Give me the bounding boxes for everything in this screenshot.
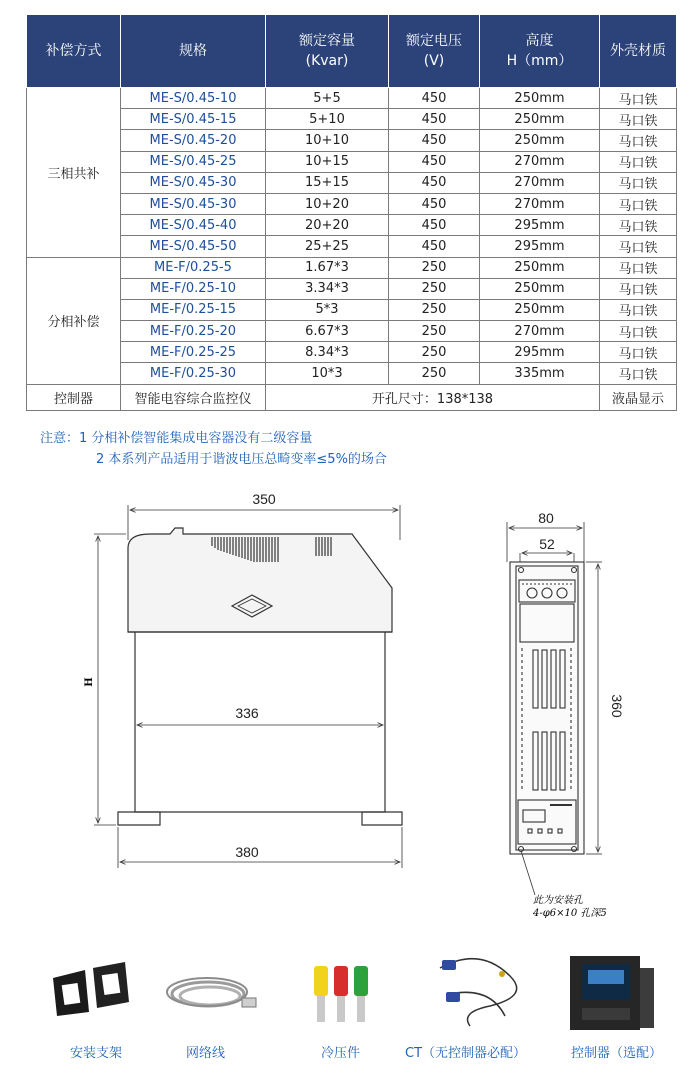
header-cell: 额定电压 (V): [389, 15, 480, 88]
capacity-cell: 25+25: [266, 236, 389, 257]
table-header-row: [27, 15, 677, 88]
table-body: [27, 88, 677, 411]
height-cell: 250mm: [480, 299, 600, 320]
height-cell: 250mm: [480, 88, 600, 109]
front-view: [94, 505, 402, 868]
model-cell: ME-S/0.45-40: [121, 215, 266, 236]
spec-table: [26, 14, 677, 411]
shell-cell: 马口铁: [600, 299, 677, 320]
controller-display-cell: 液晶显示: [600, 384, 677, 410]
capacity-cell: 15+15: [266, 172, 389, 193]
height-cell: 250mm: [480, 257, 600, 278]
voltage-cell: 450: [389, 215, 480, 236]
shell-cell: 马口铁: [600, 321, 677, 342]
dim-80: 80: [538, 510, 554, 526]
voltage-cell: 450: [389, 88, 480, 109]
controller-row: [27, 384, 677, 410]
shell-cell: 马口铁: [600, 363, 677, 384]
capacity-cell: 5+5: [266, 88, 389, 109]
capacity-cell: 10*3: [266, 363, 389, 384]
model-cell: ME-F/0.25-25: [121, 342, 266, 363]
height-cell: 250mm: [480, 278, 600, 299]
voltage-cell: 250: [389, 321, 480, 342]
capacity-cell: 5*3: [266, 299, 389, 320]
table-row: [27, 130, 677, 151]
voltage-cell: 450: [389, 236, 480, 257]
shell-cell: 马口铁: [600, 151, 677, 172]
shell-cell: 马口铁: [600, 278, 677, 299]
voltage-cell: 450: [389, 193, 480, 214]
accessory-label-ct: CT（无控制器必配）: [405, 1046, 527, 1061]
accessory-label-bracket: 安装支架: [70, 1046, 123, 1061]
table-row: [27, 278, 677, 299]
shell-cell: 马口铁: [600, 257, 677, 278]
table-row: [27, 342, 677, 363]
height-cell: 295mm: [480, 236, 600, 257]
table-row: [27, 215, 677, 236]
model-cell: ME-S/0.45-15: [121, 109, 266, 130]
capacity-cell: 10+20: [266, 193, 389, 214]
header-cell: 外壳材质: [600, 15, 677, 88]
model-cell: ME-F/0.25-10: [121, 278, 266, 299]
side-view: [507, 522, 602, 895]
note-line-1: 注意：1 分相补偿智能集成电容器没有二级容量: [40, 431, 313, 446]
shell-cell: 马口铁: [600, 109, 677, 130]
capacity-cell: 20+20: [266, 215, 389, 236]
controller-label-cell: 控制器: [27, 384, 121, 410]
height-cell: 270mm: [480, 151, 600, 172]
model-cell: ME-S/0.45-30: [121, 193, 266, 214]
mount-note-1: 此为安装孔: [533, 895, 583, 906]
table-row: [27, 363, 677, 384]
voltage-cell: 250: [389, 278, 480, 299]
shell-cell: 马口铁: [600, 88, 677, 109]
voltage-cell: 250: [389, 363, 480, 384]
note-line-2: 2 本系列产品适用于谐波电压总畸变率≤5%的场合: [96, 452, 387, 467]
voltage-cell: 250: [389, 299, 480, 320]
height-cell: 270mm: [480, 193, 600, 214]
dim-336: 336: [235, 705, 259, 721]
table-row: [27, 299, 677, 320]
group-cell: 三相共补: [27, 88, 121, 258]
controller-hole-cell: 开孔尺寸：138*138: [266, 384, 600, 410]
model-cell: ME-F/0.25-5: [121, 257, 266, 278]
voltage-cell: 450: [389, 109, 480, 130]
capacity-cell: 1.67*3: [266, 257, 389, 278]
controller-name-cell: 智能电容综合监控仪: [121, 384, 266, 410]
height-cell: 295mm: [480, 215, 600, 236]
model-cell: ME-F/0.25-20: [121, 321, 266, 342]
height-cell: 335mm: [480, 363, 600, 384]
shell-cell: 马口铁: [600, 342, 677, 363]
dim-52: 52: [539, 536, 555, 552]
height-cell: 250mm: [480, 130, 600, 151]
group-cell: 分相补偿: [27, 257, 121, 384]
shell-cell: 马口铁: [600, 172, 677, 193]
dim-h: H: [84, 677, 95, 687]
accessory-label-network-cable: 网络线: [186, 1046, 226, 1061]
table-row: [27, 236, 677, 257]
model-cell: ME-F/0.25-15: [121, 299, 266, 320]
header-cell: 额定容量 (Kvar): [266, 15, 389, 88]
shell-cell: 马口铁: [600, 215, 677, 236]
header-cell: 规格: [121, 15, 266, 88]
table-row: [27, 257, 677, 278]
height-cell: 250mm: [480, 109, 600, 130]
height-cell: 270mm: [480, 321, 600, 342]
table-row: [27, 109, 677, 130]
capacity-cell: 8.34*3: [266, 342, 389, 363]
accessory-label-crimp-terminal: 冷压件: [321, 1046, 361, 1061]
table-row: [27, 88, 677, 109]
voltage-cell: 250: [389, 257, 480, 278]
mount-note-2: 4-φ6×10 孔深5: [533, 908, 607, 919]
capacity-cell: 5+10: [266, 109, 389, 130]
header-cell: 补偿方式: [27, 15, 121, 88]
current-transformer-icon: [420, 946, 540, 1036]
crimp-terminal-icon: [290, 946, 410, 1036]
capacity-cell: 6.67*3: [266, 321, 389, 342]
model-cell: ME-S/0.45-50: [121, 236, 266, 257]
height-cell: 295mm: [480, 342, 600, 363]
accessory-label-controller: 控制器（选配）: [571, 1046, 663, 1061]
voltage-cell: 250: [389, 342, 480, 363]
shell-cell: 马口铁: [600, 130, 677, 151]
model-cell: ME-F/0.25-30: [121, 363, 266, 384]
dimension-drawing: [0, 470, 700, 940]
dim-380: 380: [235, 844, 259, 860]
header-cell: 高度 H（mm）: [480, 15, 600, 88]
dim-350: 350: [252, 491, 276, 507]
table-row: [27, 321, 677, 342]
height-cell: 270mm: [480, 172, 600, 193]
voltage-cell: 450: [389, 151, 480, 172]
table-row: [27, 151, 677, 172]
controller-icon: [560, 946, 680, 1036]
voltage-cell: 450: [389, 172, 480, 193]
dim-360: 360: [609, 694, 625, 718]
shell-cell: 马口铁: [600, 193, 677, 214]
table-row: [27, 172, 677, 193]
model-cell: ME-S/0.45-20: [121, 130, 266, 151]
bracket-icon: [35, 946, 155, 1036]
voltage-cell: 450: [389, 130, 480, 151]
capacity-cell: 3.34*3: [266, 278, 389, 299]
table-row: [27, 193, 677, 214]
capacity-cell: 10+10: [266, 130, 389, 151]
shell-cell: 马口铁: [600, 236, 677, 257]
network-cable-icon: [150, 946, 270, 1036]
model-cell: ME-S/0.45-25: [121, 151, 266, 172]
model-cell: ME-S/0.45-30: [121, 172, 266, 193]
model-cell: ME-S/0.45-10: [121, 88, 266, 109]
capacity-cell: 10+15: [266, 151, 389, 172]
